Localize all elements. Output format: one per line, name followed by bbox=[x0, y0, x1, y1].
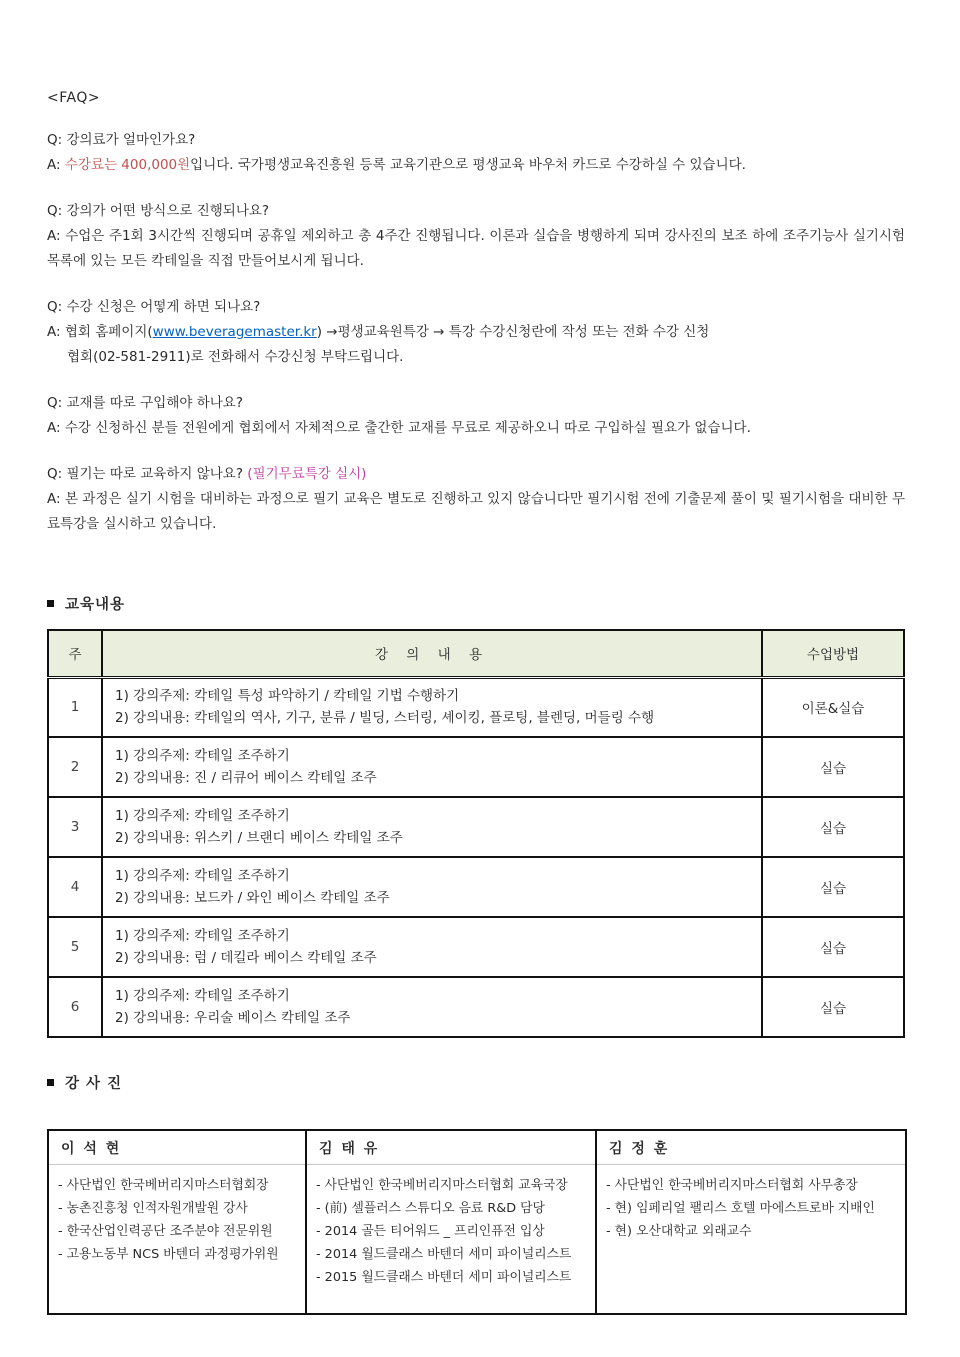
faq-question bbox=[47, 462, 905, 487]
faq-heading: <FAQ> bbox=[47, 90, 101, 106]
faq-answer: A: 수강 신청하신 분들 전원에게 협회에서 자체적으로 출간한 교재를 무료로 제공하오니 따로 구입하실 필요가 없습니다. bbox=[47, 420, 751, 436]
faq-answer bbox=[47, 320, 905, 345]
credential-item: - 한국산업인력공단 조주분야 전문위원 bbox=[58, 1224, 273, 1239]
class-method: 실습 bbox=[762, 737, 904, 797]
faq-answer: A: 수업은 주1회 3시간씩 진행되며 공휴일 제외하고 총 4주간 진행됩니다. 이론과 실습을 병행하게 되며 강사진의 보조 하에 조주기능사 실기시험 목록에 있는 모든 칵테일을 직접 만들어보시게 됩니다. bbox=[47, 228, 905, 269]
week-number: 1 bbox=[48, 677, 102, 737]
square-bullet-icon bbox=[47, 600, 54, 607]
table-row bbox=[48, 797, 904, 857]
lecture-topic: 1) 강의주제: 칵테일 조주하기 bbox=[115, 928, 290, 944]
credential-item: - (前) 셀플러스 스튜디오 음료 R&D 담당 bbox=[316, 1201, 545, 1216]
tuition-highlight: 수강료는 400,000원 bbox=[64, 157, 191, 173]
education-table-header-row bbox=[48, 630, 904, 677]
faq-question: Q: 수강 신청은 어떻게 하면 되나요? bbox=[47, 299, 261, 315]
question-text: Q: 필기는 따로 교육하지 않나요? bbox=[47, 466, 248, 482]
lecture-topic: 1) 강의주제: 칵테일 특성 파악하기 / 칵테일 기법 수행하기 bbox=[115, 688, 460, 705]
faq-item-2 bbox=[47, 199, 905, 274]
table-row bbox=[48, 977, 904, 1037]
credential-item: - 사단법인 한국베버리지마스터협회 교육국장 bbox=[316, 1178, 568, 1193]
lecture-topic: 1) 강의주제: 칵테일 조주하기 bbox=[115, 808, 290, 824]
answer-prefix: A: bbox=[47, 157, 65, 173]
class-method: 실습 bbox=[762, 977, 904, 1037]
faq-item-4 bbox=[47, 391, 905, 441]
credential-item: - 현) 임페리얼 팰리스 호텔 마에스트로바 지배인 bbox=[606, 1201, 875, 1216]
faq-answer-line2: 협회(02-581-2911)로 전화해서 수강신청 부탁드립니다. bbox=[67, 349, 404, 365]
instructor-name: 김 태 유 bbox=[307, 1131, 595, 1165]
instructor-card bbox=[596, 1130, 906, 1314]
class-method: 이론&실습 bbox=[762, 677, 904, 737]
lecture-topic: 1) 강의주제: 칵테일 조주하기 bbox=[115, 988, 290, 1004]
table-row bbox=[48, 737, 904, 797]
section-title-label: 교육내용 bbox=[65, 597, 126, 613]
table-row bbox=[48, 857, 904, 917]
lecture-content bbox=[102, 677, 762, 737]
week-number: 6 bbox=[48, 977, 102, 1037]
credential-item: - 사단법인 한국베버리지마스터협회장 bbox=[58, 1178, 269, 1193]
header-content: 강 의 내 용 bbox=[102, 630, 762, 677]
education-table bbox=[47, 629, 905, 1038]
instructor-credentials bbox=[597, 1165, 905, 1267]
faq-question: Q: 강의가 어떤 방식으로 진행되나요? bbox=[47, 203, 270, 219]
credential-item: - 2014 월드클래스 바텐더 세미 파이널리스트 bbox=[316, 1247, 572, 1262]
header-week: 주 bbox=[48, 630, 102, 677]
credential-item: - 현) 오산대학교 외래교수 bbox=[606, 1224, 752, 1239]
lecture-detail: 2) 강의내용: 칵테일의 역사, 기구, 분류 / 빌딩, 스터링, 셰이킹, 플로팅, 블렌딩, 머들링 수행 bbox=[115, 710, 655, 727]
lecture-detail: 2) 강의내용: 진 / 리큐어 베이스 칵테일 조주 bbox=[115, 770, 377, 786]
lecture-detail: 2) 강의내용: 우리술 베이스 칵테일 조주 bbox=[115, 1010, 351, 1026]
credential-item: - 2014 골든 티어워드 _ 프리인퓨전 입상 bbox=[316, 1224, 545, 1239]
instructors-section bbox=[47, 1072, 905, 1315]
credential-item: - 2015 월드클래스 바텐더 세미 파이널리스트 bbox=[316, 1270, 572, 1285]
lecture-content bbox=[102, 737, 762, 797]
lecture-detail: 2) 강의내용: 보드카 / 와인 베이스 칵테일 조주 bbox=[115, 890, 390, 906]
credential-item: - 사단법인 한국베버리지마스터협회 사무총장 bbox=[606, 1178, 858, 1193]
lecture-detail: 2) 강의내용: 위스키 / 브랜디 베이스 칵테일 조주 bbox=[115, 830, 403, 846]
table-row bbox=[48, 677, 904, 737]
week-number: 2 bbox=[48, 737, 102, 797]
faq-answer: A: 본 과정은 실기 시험을 대비하는 과정으로 필기 교육은 별도로 진행하고 있지 않습니다만 필기시험 전에 기출문제 풀이 및 필기시험을 대비한 무료특강을 실시하고 있습니다. bbox=[47, 491, 905, 532]
lecture-topic: 1) 강의주제: 칵테일 조주하기 bbox=[115, 868, 290, 884]
faq-item-3 bbox=[47, 295, 905, 370]
answer-prefix: A: 협회 홈페이지( bbox=[47, 324, 153, 340]
week-number: 3 bbox=[48, 797, 102, 857]
square-bullet-icon bbox=[47, 1079, 54, 1086]
class-method: 실습 bbox=[762, 797, 904, 857]
credential-item: - 고용노동부 NCS 바텐더 과정평가위원 bbox=[58, 1247, 279, 1262]
instructor-card bbox=[306, 1130, 596, 1314]
education-section bbox=[47, 593, 905, 1038]
answer-text: 입니다. 국가평생교육진흥원 등록 교육기관으로 평생교육 바우처 카드로 수강하실 수 있습니다. bbox=[190, 157, 746, 173]
class-method: 실습 bbox=[762, 917, 904, 977]
class-method: 실습 bbox=[762, 857, 904, 917]
instructor-credentials bbox=[49, 1165, 305, 1290]
instructors-section-title bbox=[47, 1072, 905, 1093]
faq-question: Q: 교재를 따로 구입해야 하나요? bbox=[47, 395, 243, 411]
instructor-name: 이 석 현 bbox=[49, 1131, 305, 1165]
credential-item: - 농촌진흥청 인적자원개발원 강사 bbox=[58, 1201, 248, 1216]
lecture-content bbox=[102, 977, 762, 1037]
lecture-content bbox=[102, 857, 762, 917]
header-method: 수업방법 bbox=[762, 630, 904, 677]
instructors-row bbox=[48, 1130, 906, 1314]
faq-answer bbox=[47, 153, 905, 178]
section-title-label: 강 사 진 bbox=[65, 1076, 123, 1092]
beveragemaster-link[interactable]: www.beveragemaster.kr bbox=[152, 324, 317, 340]
free-lecture-note: (필기무료특강 실시) bbox=[247, 466, 367, 482]
faq-question: Q: 강의료가 얼마인가요? bbox=[47, 132, 196, 148]
lecture-topic: 1) 강의주제: 칵테일 조주하기 bbox=[115, 748, 290, 764]
week-number: 4 bbox=[48, 857, 102, 917]
lecture-content bbox=[102, 917, 762, 977]
faq-item-5 bbox=[47, 462, 905, 537]
table-row bbox=[48, 917, 904, 977]
faq-item-1 bbox=[47, 128, 905, 178]
instructor-credentials bbox=[307, 1165, 595, 1313]
instructor-card bbox=[48, 1130, 306, 1314]
instructors-table bbox=[47, 1129, 907, 1315]
education-section-title bbox=[47, 593, 905, 614]
answer-text: ) →평생교육원특강 → 특강 수강신청란에 작성 또는 전화 수강 신청 bbox=[316, 324, 710, 340]
lecture-detail: 2) 강의내용: 럼 / 데킬라 베이스 칵테일 조주 bbox=[115, 950, 377, 966]
instructor-name: 김 정 훈 bbox=[597, 1131, 905, 1165]
week-number: 5 bbox=[48, 917, 102, 977]
lecture-content bbox=[102, 797, 762, 857]
